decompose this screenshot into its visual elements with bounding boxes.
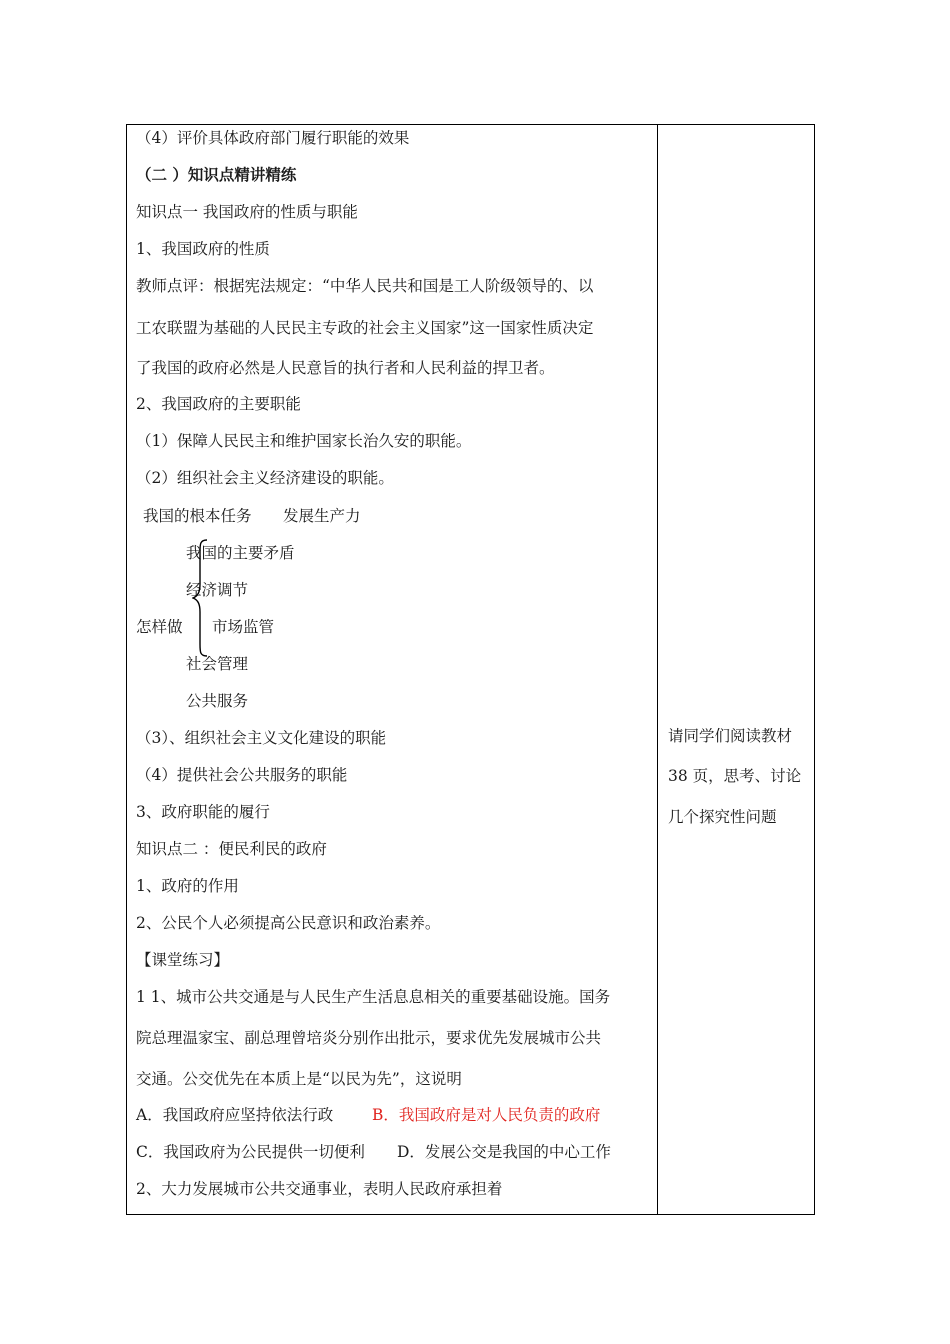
side-note-line: 38 页，思考、讨论	[668, 767, 802, 785]
text-line: 2、我国政府的主要职能	[136, 395, 301, 413]
option-a: A．我国政府应坚持依法行政	[136, 1106, 334, 1124]
text-line: 2、公民个人必须提高公民意识和政治素养。	[136, 914, 441, 932]
curly-brace-icon	[192, 538, 212, 658]
diagram-branch: 社会管理	[186, 655, 249, 673]
text-line: （4）评价具体政府部门履行职能的效果	[136, 129, 410, 147]
side-note-line: 几个探究性问题	[668, 808, 777, 826]
section-heading: （二 ）知识点精讲精练	[136, 165, 297, 184]
question-text: 1 1、城市公共交通是与人民生产生活息息相关的重要基础设施。国务	[136, 988, 611, 1006]
question-text: 交通。公交优先在本质上是“以民为先”，这说明	[136, 1070, 462, 1088]
column-divider	[657, 124, 658, 1215]
text-line: （2）组织社会主义经济建设的职能。	[136, 469, 394, 487]
text-line: 了我国的政府必然是人民意旨的执行者和人民利益的捍卫者。	[136, 359, 555, 377]
diagram-branch: 经济调节	[186, 581, 249, 599]
text-line: （3）、组织社会主义文化建设的职能	[136, 729, 387, 747]
text-line: （1）保障人民民主和维护国家长治久安的职能。	[136, 432, 472, 450]
option-d: D．发展公交是我国的中心工作	[397, 1143, 611, 1161]
knowledge-point-heading: 知识点一 我国政府的性质与职能	[136, 203, 358, 221]
side-note-line: 请同学们阅读教材	[668, 727, 793, 745]
text-line: 3、政府职能的履行	[136, 803, 270, 821]
option-c: C．我国政府为公民提供一切便利	[136, 1143, 365, 1161]
diagram-task-value: 发展生产力	[283, 507, 361, 525]
text-line: 1、我国政府的性质	[136, 240, 270, 258]
text-line: （4）提供社会公共服务的职能	[136, 766, 348, 784]
question-text: 院总理温家宝、副总理曾培炎分别作出批示，要求优先发展城市公共	[136, 1029, 602, 1047]
exercise-heading: 【课堂练习】	[136, 951, 230, 969]
diagram-task-label: 我国的根本任务	[143, 507, 252, 525]
text-line: 教师点评：根据宪法规定：“中华人民共和国是工人阶级领导的、以	[136, 277, 594, 295]
text-line: 1、政府的作用	[136, 877, 239, 895]
diagram-branch: 我国的主要矛盾	[186, 544, 295, 562]
option-b-answer: B．我国政府是对人民负责的政府	[372, 1106, 601, 1124]
diagram-branch: 公共服务	[186, 692, 249, 710]
question-text: 2、大力发展城市公共交通事业，表明人民政府承担着	[136, 1180, 503, 1198]
diagram-branch: 市场监管	[212, 618, 275, 636]
knowledge-point-heading: 知识点二 ：便民利民的政府	[136, 840, 327, 858]
text-line: 工农联盟为基础的人民民主专政的社会主义国家”这一国家性质决定	[136, 319, 594, 337]
diagram-how-label: 怎样做	[136, 618, 183, 636]
